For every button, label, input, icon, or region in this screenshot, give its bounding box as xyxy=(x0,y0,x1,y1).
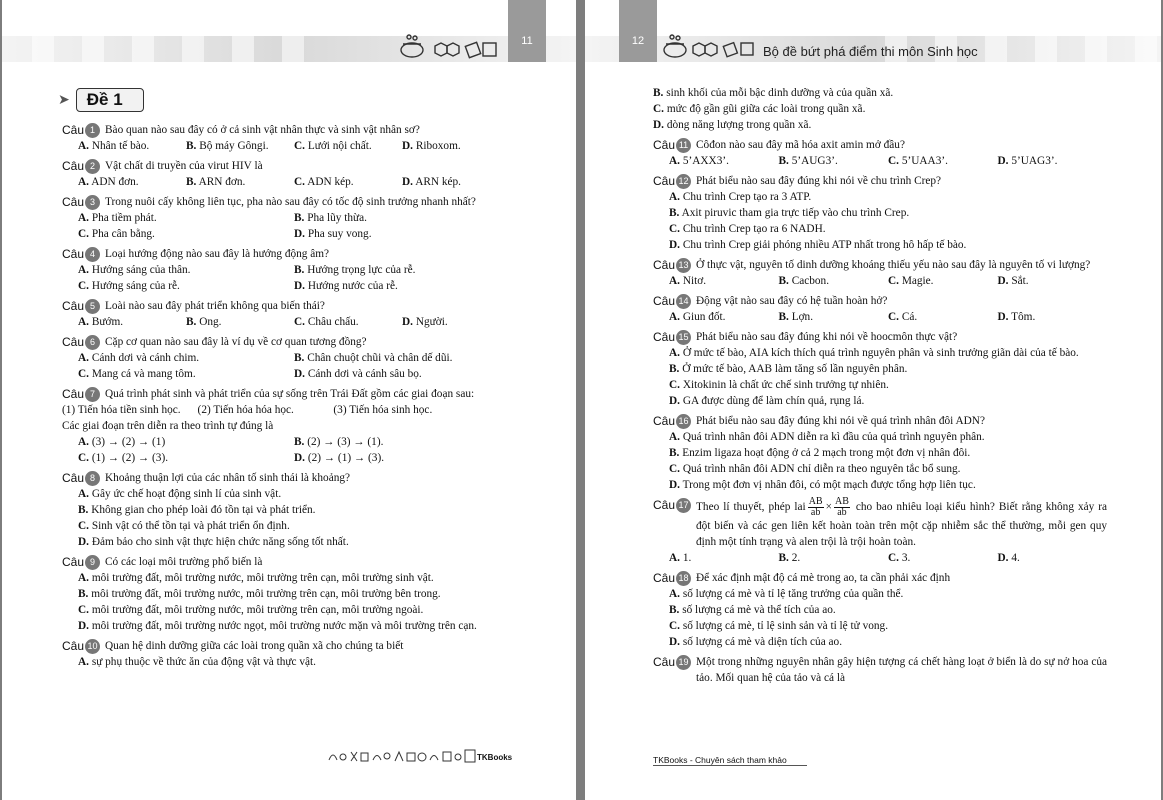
question-text: Phát biểu nào sau đây đúng khi nói về chu trình Crep? xyxy=(696,175,942,187)
question-text: Khoảng thuận lợi của các nhân tố sinh thái là khoảng? xyxy=(105,472,351,484)
answer-options xyxy=(653,309,1107,325)
left-page xyxy=(2,0,576,800)
answer-option: B. số lượng cá mè và thể tích của ao. xyxy=(669,604,836,616)
answer-option: A. 1. xyxy=(669,552,692,564)
answer-option: B. Lợn. xyxy=(778,311,814,323)
answer-options xyxy=(62,350,510,382)
question-header xyxy=(62,158,510,174)
answer-option: A. Nitơ. xyxy=(669,275,707,287)
question-text: Để xác định mật độ cá mè trong ao, ta cần phải xác định xyxy=(696,572,951,584)
question-header xyxy=(653,570,1107,586)
answer-option: A. Nhân tế bào. xyxy=(78,140,150,152)
answer-option: A. môi trường đất, môi trường nước, môi trường trên cạn, môi trường sinh vật. xyxy=(78,572,434,584)
answer-option: A. 5’AXX3’. xyxy=(669,155,729,167)
question-12 xyxy=(653,173,1107,253)
cau-word: Câu xyxy=(653,138,676,152)
answer-option: C. Pha cân bằng. xyxy=(78,228,155,240)
answer-option: D. (2) → (1) → (3). xyxy=(294,452,385,464)
question-label xyxy=(62,638,100,654)
cau-word: Câu xyxy=(653,174,676,188)
question-number-badge: 16 xyxy=(676,414,691,429)
question-text: Có các loại môi trường phổ biến là xyxy=(105,556,263,568)
answer-option: B. Pha lũy thừa. xyxy=(294,212,367,224)
question-text: Theo lí thuyết, phép lai $\frac{AB}{ab}$ × $\frac{AB}{ab}$ cho bao nhiêu loại kiểu hình? Biết rằng không xảy ra đột biến và các gen liên kết hoàn toàn trên một cặp nhiễm sắc thể thường, mỗi gen quy định một tính trạng và alen trội là trội hoàn toàn. xyxy=(696,496,1108,548)
answer-options xyxy=(62,486,510,550)
cau-word: Câu xyxy=(653,498,676,512)
question-text: Ở thực vật, nguyên tố dinh dưỡng khoáng thiếu yếu nào sau đây là nguyên tố vi lượng? xyxy=(696,259,1091,271)
cau-word: Câu xyxy=(653,258,676,272)
continued-options xyxy=(653,85,1107,133)
question-number-badge: 7 xyxy=(85,387,100,402)
answer-option: D. ARN kép. xyxy=(402,176,461,188)
question-label xyxy=(62,122,100,138)
question-label xyxy=(653,173,691,189)
answer-option: A. ADN đơn. xyxy=(78,176,139,188)
cau-word: Câu xyxy=(62,471,85,485)
answer-option: A. Hướng sáng của thân. xyxy=(78,264,191,276)
answer-option: D. dòng năng lượng trong quần xã. xyxy=(653,119,812,131)
question-header xyxy=(62,298,510,314)
answer-options xyxy=(653,273,1107,289)
question-text: Loài nào sau đây phát triển không qua biến thái? xyxy=(105,300,325,312)
answer-option: C. Cá. xyxy=(888,311,918,323)
right-page xyxy=(585,0,1161,800)
cau-word: Câu xyxy=(62,639,85,653)
cau-word: Câu xyxy=(653,330,676,344)
exam-label: Đề 1 xyxy=(76,88,144,112)
question-number-badge: 17 xyxy=(676,498,691,513)
answer-options xyxy=(653,345,1107,409)
cau-word: Câu xyxy=(62,387,85,401)
answer-option: A. Gây ức chế hoạt động sinh lí của sinh vật. xyxy=(78,488,282,500)
answer-option: A. Bướm. xyxy=(78,316,124,328)
question-label xyxy=(653,329,691,345)
answer-options xyxy=(653,550,1107,566)
question-number-badge: 1 xyxy=(85,123,100,138)
answer-options xyxy=(62,434,510,466)
question-1 xyxy=(62,122,510,154)
answer-option: A. sự phụ thuộc về thức ăn của động vật và thực vật. xyxy=(78,656,316,668)
question-14 xyxy=(653,293,1107,325)
question-text: Trong nuôi cấy không liên tục, pha nào sau đây có tốc độ sinh trưởng nhanh nhất? xyxy=(105,196,476,208)
answer-option: D. môi trường đất, môi trường nước ngọt, môi trường nước mặn và môi trường trên cạn. xyxy=(78,620,477,632)
question-text: Một trong những nguyên nhân gây hiện tượng cá chết hàng loạt ở biển là do sự nở hoa của tảo. Mối quan hệ của tảo và cá là xyxy=(696,656,1107,684)
exam-heading xyxy=(58,88,144,112)
answer-option: B. Cacbon. xyxy=(778,275,830,287)
cau-word: Câu xyxy=(653,655,676,669)
series-title: Bộ đề bứt phá điểm thi môn Sinh học xyxy=(763,44,978,59)
question-9 xyxy=(62,554,510,634)
answer-option: A. Cánh dơi và cánh chim. xyxy=(78,352,200,364)
page-number: 12 xyxy=(619,0,657,62)
answer-option: D. GA được dùng để làm chín quả, rụng lá. xyxy=(669,395,865,407)
question-label xyxy=(653,293,691,309)
question-15 xyxy=(653,329,1107,409)
cau-word: Câu xyxy=(653,414,676,428)
question-header xyxy=(653,137,1107,153)
answer-option: B. sinh khối của mỗi bậc dinh dưỡng và của quần xã. xyxy=(653,87,894,99)
question-label xyxy=(62,554,100,570)
cau-word: Câu xyxy=(653,294,676,308)
answer-option: D. Trong một đơn vị nhân đôi, có một mạch được tổng hợp liên tục. xyxy=(669,479,976,491)
question-number-badge: 15 xyxy=(676,330,691,345)
question-header xyxy=(62,334,510,350)
question-text: Côđon nào sau đây mã hóa axit amin mở đầu? xyxy=(696,139,905,151)
answer-options xyxy=(62,262,510,294)
question-label xyxy=(62,298,100,314)
left-questions xyxy=(62,118,510,670)
answer-option: B. Không gian cho phép loài đó tồn tại và phát triển. xyxy=(78,504,316,516)
question-number-badge: 4 xyxy=(85,247,100,262)
answer-option: D. Tôm. xyxy=(997,311,1036,323)
answer-option: A. Chu trình Crep tạo ra 3 ATP. xyxy=(669,191,812,203)
answer-options xyxy=(653,153,1107,169)
question-text: Loại hướng động nào sau đây là hướng động âm? xyxy=(105,248,330,260)
answer-option: A. Quá trình nhân đôi ADN diễn ra kì đầu của quá trình nguyên phân. xyxy=(669,431,985,443)
question-label xyxy=(653,654,691,670)
question-number-badge: 11 xyxy=(676,138,691,153)
question-extra-line: Các giai đoạn trên diễn ra theo trình tự đúng là xyxy=(62,420,274,432)
question-text: Vật chất di truyền của virut HIV là xyxy=(105,160,263,172)
answer-option: B. Hướng trọng lực của rễ. xyxy=(294,264,416,276)
question-header xyxy=(62,554,510,570)
question-text: Phát biểu nào sau đây đúng khi nói về hoocmôn thực vật? xyxy=(696,331,958,343)
question-label xyxy=(653,570,691,586)
answer-option: D. Người. xyxy=(402,316,448,328)
footer-text: TKBooks - Chuyên sách tham khảo xyxy=(653,755,807,766)
question-number-badge: 14 xyxy=(676,294,691,309)
question-header xyxy=(653,413,1107,429)
question-number-badge: 8 xyxy=(85,471,100,486)
answer-option: C. số lượng cá mè, tỉ lệ sinh sản và tỉ lệ tử vong. xyxy=(669,620,889,632)
answer-option: B. môi trường đất, môi trường nước, môi trường trên cạn, môi trường bên trong. xyxy=(78,588,441,600)
answer-option: B. Ong. xyxy=(186,316,222,328)
cau-word: Câu xyxy=(62,555,85,569)
answer-option: D. 4. xyxy=(997,552,1020,564)
answer-option: C. Magie. xyxy=(888,275,934,287)
answer-option: B. Bộ máy Gôngi. xyxy=(186,140,269,152)
question-number-badge: 10 xyxy=(85,639,100,654)
answer-option: B. ARN đơn. xyxy=(186,176,246,188)
cau-word: Câu xyxy=(62,335,85,349)
question-18 xyxy=(653,570,1107,650)
answer-option: B. Enzim ligaza hoạt động ở cả 2 mạch trong một đơn vị nhân đôi. xyxy=(669,447,971,459)
question-7 xyxy=(62,386,510,466)
question-number-badge: 19 xyxy=(676,655,691,670)
answer-option: B. (2) → (3) → (1). xyxy=(294,436,384,448)
answer-option: B. 5’AUG3’. xyxy=(778,155,838,167)
question-number-badge: 3 xyxy=(85,195,100,210)
answer-option: D. Sắt. xyxy=(997,275,1029,287)
answer-options xyxy=(62,654,510,670)
cau-word: Câu xyxy=(62,159,85,173)
answer-option: A. Giun đốt. xyxy=(669,311,726,323)
answer-options xyxy=(62,570,510,634)
answer-option: C. Chu trình Crep tạo ra 6 NADH. xyxy=(669,223,826,235)
question-5 xyxy=(62,298,510,330)
answer-option: C. Lưới nội chất. xyxy=(294,140,372,152)
answer-option: C. Quá trình nhân đôi ADN chỉ diễn ra theo nguyên tắc bổ sung. xyxy=(669,463,961,475)
question-label xyxy=(653,137,691,153)
fraction: $\frac{AB}{ab}$ xyxy=(834,496,849,518)
question-number-badge: 9 xyxy=(85,555,100,570)
question-text: Phát biểu nào sau đây đúng khi nói về quá trình nhân đôi ADN? xyxy=(696,415,985,427)
question-header xyxy=(653,293,1107,309)
arrow-icon: ➤ xyxy=(58,92,70,108)
question-header xyxy=(653,257,1107,273)
answer-option: C. (1) → (2) → (3). xyxy=(78,452,169,464)
science-icons xyxy=(661,32,761,62)
answer-options xyxy=(62,138,510,154)
answer-option: C. môi trường đất, môi trường nước, môi trường trên cạn, môi trường ngoài. xyxy=(78,604,424,616)
cau-word: Câu xyxy=(62,195,85,209)
question-header xyxy=(653,654,1107,686)
cau-word: Câu xyxy=(62,247,85,261)
answer-option: C. Mang cá và mang tôm. xyxy=(78,368,196,380)
answer-option: A. (3) → (2) → (1) xyxy=(78,436,166,448)
question-label xyxy=(653,497,691,513)
answer-option: B. 2. xyxy=(778,552,801,564)
cau-word: Câu xyxy=(653,571,676,585)
question-label xyxy=(62,334,100,350)
question-header xyxy=(62,386,510,402)
answer-option: C. Sinh vật có thể tồn tại và phát triển ổn định. xyxy=(78,520,290,532)
question-text: Động vật nào sau đây có hệ tuần hoàn hở? xyxy=(696,295,888,307)
question-label xyxy=(62,158,100,174)
answer-options xyxy=(653,429,1107,493)
answer-option: D. Hướng nước của rễ. xyxy=(294,280,398,292)
answer-option: A. số lượng cá mè và tỉ lệ tăng trưởng của quần thể. xyxy=(669,588,904,600)
answer-option: C. Hướng sáng của rễ. xyxy=(78,280,180,292)
answer-options xyxy=(62,174,510,190)
question-16 xyxy=(653,413,1107,493)
answer-option: D. 5’UAG3’. xyxy=(997,155,1058,167)
answer-option: D. Pha suy vong. xyxy=(294,228,372,240)
cau-word: Câu xyxy=(62,123,85,137)
answer-option: C. 3. xyxy=(888,552,911,564)
question-number-badge: 6 xyxy=(85,335,100,350)
question-17 xyxy=(653,497,1107,566)
answer-option: A. Pha tiềm phát. xyxy=(78,212,157,224)
question-3 xyxy=(62,194,510,242)
answer-options xyxy=(653,189,1107,253)
right-questions xyxy=(653,85,1107,686)
question-label xyxy=(62,246,100,262)
answer-option: D. Cánh dơi và cánh sâu bọ. xyxy=(294,368,422,380)
question-label xyxy=(653,257,691,273)
question-header xyxy=(62,638,510,654)
answer-option: B. Ở mức tế bào, AAB làm tăng số lần nguyên phân. xyxy=(669,363,908,375)
question-label xyxy=(653,413,691,429)
question-header xyxy=(62,122,510,138)
answer-options xyxy=(653,586,1107,650)
answer-option: B. Axit piruvic tham gia trực tiếp vào chu trình Crep. xyxy=(669,207,910,219)
question-number-badge: 18 xyxy=(676,571,691,586)
answer-option: C. Xitokinin là chất ức chế sinh trưởng tự nhiên. xyxy=(669,379,889,391)
answer-option: D. Chu trình Crep giải phóng nhiều ATP nhất trong hô hấp tế bào. xyxy=(669,239,967,251)
question-text: Quan hệ dinh dưỡng giữa các loài trong quần xã cho chúng ta biết xyxy=(105,640,404,652)
question-text: Cặp cơ quan nào sau đây là ví dụ về cơ quan tương đồng? xyxy=(105,336,367,348)
question-13 xyxy=(653,257,1107,289)
answer-option: A. Ở mức tế bào, AIA kích thích quá trình nguyên phân và sinh trưởng giãn dài của tế bào. xyxy=(669,347,1079,359)
question-number-badge: 13 xyxy=(676,258,691,273)
question-4 xyxy=(62,246,510,294)
question-header xyxy=(62,470,510,486)
question-header xyxy=(62,194,510,210)
question-number-badge: 12 xyxy=(676,174,691,189)
question-header xyxy=(653,329,1107,345)
page-number: 11 xyxy=(508,0,546,62)
question-6 xyxy=(62,334,510,382)
answer-options xyxy=(62,210,510,242)
cau-word: Câu xyxy=(62,299,85,313)
answer-options xyxy=(62,314,510,330)
question-11 xyxy=(653,137,1107,169)
footer-doodles xyxy=(327,748,512,764)
question-text: Quá trình phát sinh và phát triển của sự sống trên Trái Đất gồm các giai đoạn sau: xyxy=(105,388,475,400)
tkbooks-logo: TKBooks xyxy=(477,753,512,762)
answer-option: C. Châu chấu. xyxy=(294,316,359,328)
question-number-badge: 2 xyxy=(85,159,100,174)
question-label xyxy=(62,386,100,402)
question-text: Bào quan nào sau đây có ở cả sinh vật nhân thực và sinh vật nhân sơ? xyxy=(105,124,420,136)
answer-option: B. Chân chuột chũi và chân dế dũi. xyxy=(294,352,453,364)
answer-option: C. 5’UAA3’. xyxy=(888,155,948,167)
answer-option: C. mức độ gần gũi giữa các loài trong quần xã. xyxy=(653,103,866,115)
science-icons xyxy=(397,32,507,62)
question-header xyxy=(653,497,1107,550)
answer-option: D. Riboxom. xyxy=(402,140,461,152)
question-number-badge: 5 xyxy=(85,299,100,314)
question-header xyxy=(62,246,510,262)
question-2 xyxy=(62,158,510,190)
question-label xyxy=(62,470,100,486)
question-8 xyxy=(62,470,510,550)
question-10 xyxy=(62,638,510,670)
answer-option: D. Đảm bảo cho sinh vật thực hiện chức năng sống tốt nhất. xyxy=(78,536,349,548)
answer-option: D. số lượng cá mè và diện tích của ao. xyxy=(669,636,843,648)
question-header xyxy=(653,173,1107,189)
question-label xyxy=(62,194,100,210)
question-19 xyxy=(653,654,1107,686)
question-extra-line: (1) Tiến hóa tiền sinh học. (2) Tiến hóa hóa học. (3) Tiến hóa sinh học. xyxy=(62,404,433,416)
fraction: $\frac{AB}{ab}$ xyxy=(808,496,823,518)
answer-option: C. ADN kép. xyxy=(294,176,354,188)
